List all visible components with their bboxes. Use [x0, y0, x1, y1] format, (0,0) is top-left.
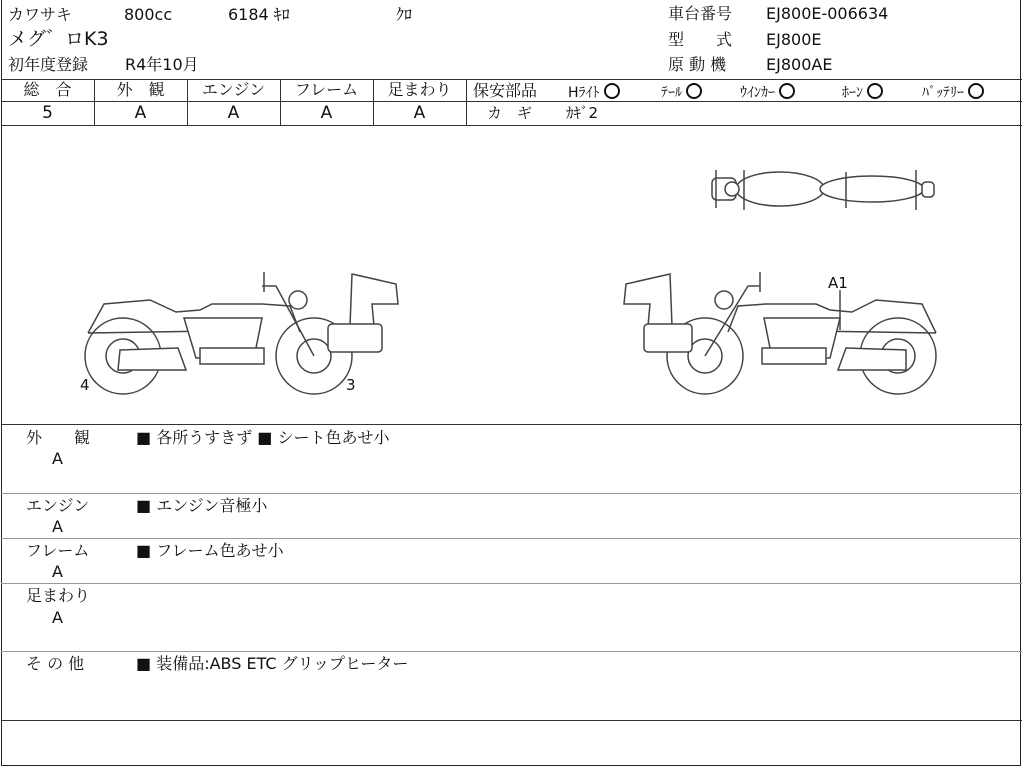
note-suspension-grade: A	[52, 608, 63, 627]
note-exterior-label: 外 観	[26, 428, 91, 447]
displacement: 800cc	[124, 5, 173, 24]
bike-right-view	[624, 272, 936, 394]
mark-left-4: 4	[80, 376, 90, 394]
note-frame-label: フレーム	[26, 541, 90, 560]
mark-left-3: 3	[346, 376, 356, 394]
grade-engine-value: A	[227, 103, 240, 123]
note-exterior-grade: A	[52, 449, 63, 468]
engine-label: 原 動 機	[668, 55, 727, 74]
note-engine-label: エンジン	[26, 496, 90, 515]
frame-no-value: EJ800E-006634	[766, 4, 889, 23]
note-engine-grade: A	[52, 517, 63, 536]
key-label: カ ギ	[487, 104, 533, 122]
note-frame-grade: A	[52, 562, 63, 581]
mark-right-a1: A1	[828, 274, 848, 292]
note-other-text: ■ 装備品:ABS ETC グリップヒーター	[136, 654, 409, 673]
grade-exterior-label: 外 観	[116, 80, 165, 99]
model-name: メグ゛ロK3	[8, 28, 109, 50]
color: ｸﾛ	[396, 5, 413, 24]
key-value: ｶｷﾞ2	[566, 104, 599, 122]
ok-circle-icon	[604, 83, 620, 99]
maker: カワサキ	[8, 5, 73, 24]
damage-diagram	[0, 126, 1024, 424]
registration-label: 初年度登録	[8, 55, 89, 74]
ok-circle-icon	[779, 83, 795, 99]
grade-exterior-value: A	[134, 103, 147, 123]
grade-overall-label: 総 合	[23, 80, 72, 99]
note-other-label: そ の 他	[26, 654, 85, 673]
safety-item-headlight: Hﾗｲﾄ	[568, 83, 620, 100]
mileage: 6184 ｷﾛ	[228, 5, 290, 24]
grade-overall-value: 5	[42, 103, 53, 123]
grade-frame-label: フレーム	[294, 80, 359, 99]
frame-no-label: 車台番号	[668, 4, 733, 23]
note-frame-text: ■ フレーム色あせ小	[136, 541, 284, 560]
safety-item-battery: ﾊﾞｯﾃﾘｰ	[922, 83, 984, 100]
type-value: EJ800E	[766, 30, 822, 49]
note-suspension-label: 足まわり	[26, 586, 91, 605]
safety-item-tail: ﾃｰﾙ	[661, 83, 702, 100]
type-label: 型 式	[668, 30, 733, 49]
safety-item-horn: ﾎｰﾝ	[842, 83, 883, 100]
ok-circle-icon	[968, 83, 984, 99]
ok-circle-icon	[686, 83, 702, 99]
bike-top-view	[712, 170, 934, 210]
grade-frame-value: A	[320, 103, 333, 123]
safety-item-winker: ｳｲﾝｶｰ	[740, 83, 795, 100]
safety-label: 保安部品	[473, 81, 538, 100]
grade-suspension-value: A	[413, 103, 426, 123]
grade-suspension-label: 足まわり	[387, 80, 452, 99]
grade-engine-label: エンジン	[201, 80, 266, 99]
ok-circle-icon	[867, 83, 883, 99]
note-engine-text: ■ エンジン音極小	[136, 496, 268, 515]
registration-value: R4年10月	[125, 55, 199, 74]
engine-value: EJ800AE	[766, 55, 833, 74]
note-exterior-text: ■ 各所うすきず ■ シート色あせ小	[136, 428, 390, 447]
